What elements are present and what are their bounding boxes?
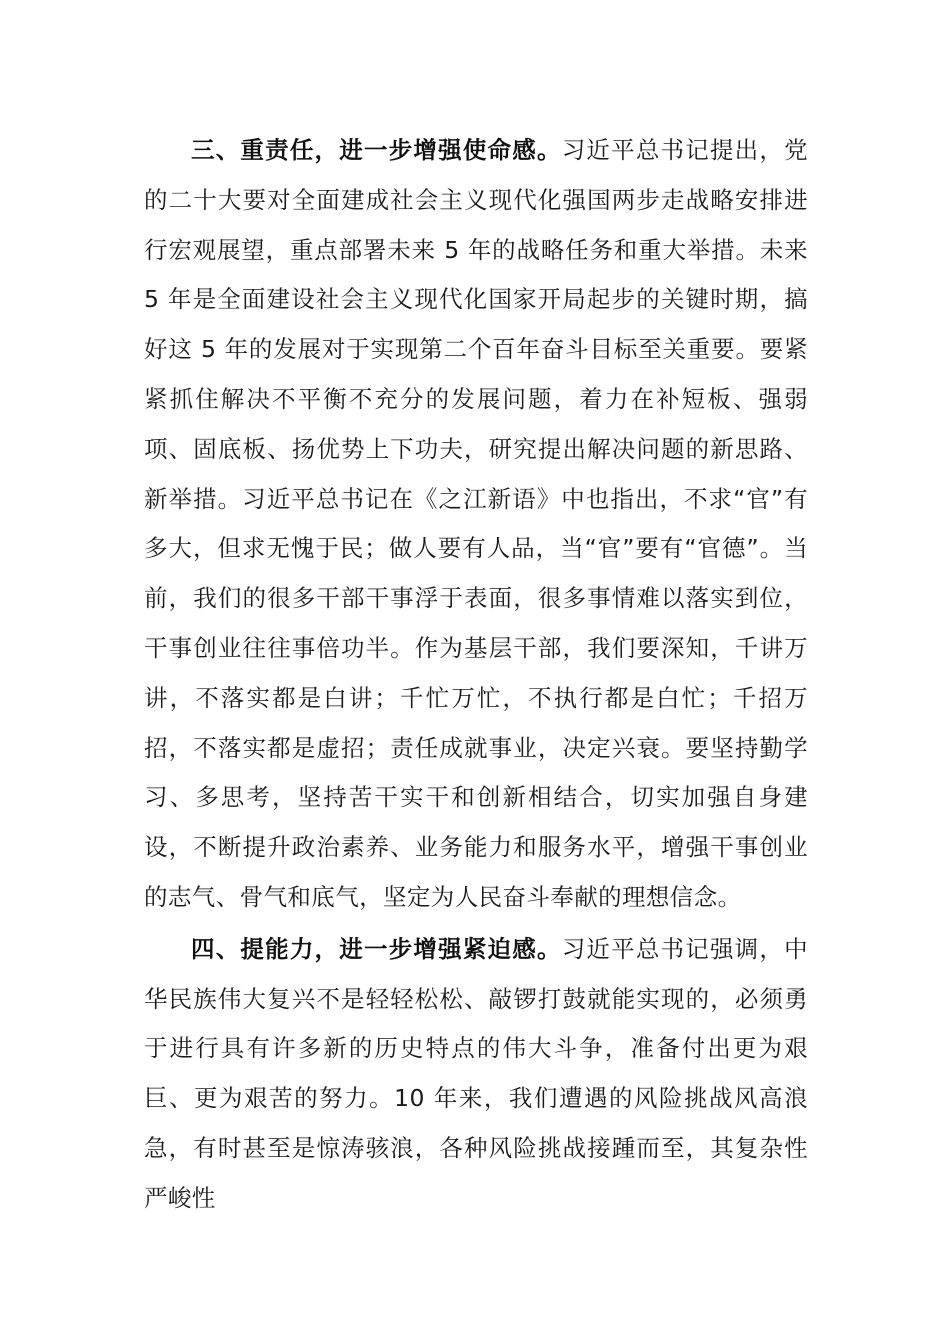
paragraph-section-three	[144, 126, 808, 923]
document-body	[144, 126, 808, 1226]
section-heading-three: 三、重责任，进一步增强使命感。	[191, 136, 562, 164]
section-body-four: 习近平总书记强调，中华民族伟大复兴不是轻轻松松、敲锣打鼓就能实现的，必须勇于进行具有许多新的历史特点的伟大斗争，准备付出更为艰巨、更为艰苦的努力。10 年来，我们遭遇的风险挑战风高浪急，有时甚至是惊涛骇浪，各种风险挑战接踵而至，其复杂性严峻性	[144, 934, 808, 1212]
section-heading-four: 四、提能力，进一步增强紧迫感。	[191, 934, 562, 963]
paragraph-section-four	[144, 925, 808, 1224]
section-body-three: 习近平总书记提出，党的二十大要对全面建成社会主义现代化强国两步走战略安排进行宏观展望，重点部署未来 5 年的战略任务和重大举措。未来 5 年是全面建设社会主义现代化国家开局起步的关键时期，搞好这 5 年的发展对于实现第二个百年奋斗目标至关重要。要紧紧抓住解决不平衡不充分的发展问题，着力在补短板、强弱项、固底板、扬优势上下功夫，研究提出解决问题的新思路、新举措。习近平总书记在《之江新语》中也指出，不求“官”有多大，但求无愧于民；做人要有人品，当“官”要有“官德”。当前，我们的很多干部干事浮于表面，很多事情难以落实到位，干事创业往往事倍功半。作为基层干部，我们要深知，千讲万讲，不落实都是白讲；千忙万忙，不执行都是白忙；千招万招，不落实都是虚招；责任成就事业，决定兴衰。要坚持勤学习、多思考，坚持苦干实干和创新相结合，切实加强自身建设，不断提升政治素养、业务能力和服务水平，增强干事创业的志气、骨气和底气，坚定为人民奋斗奉献的理想信念。	[144, 136, 808, 911]
